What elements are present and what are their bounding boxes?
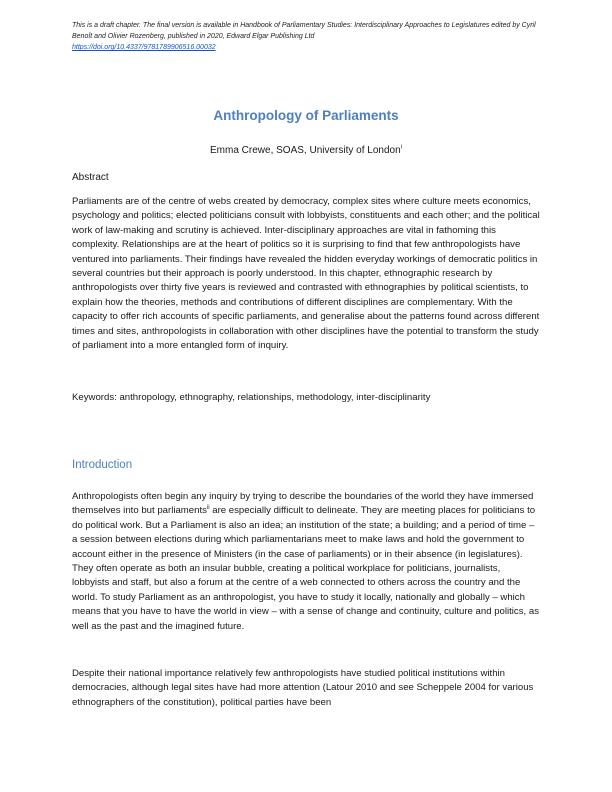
introduction-paragraph-2: Despite their national importance relatively few anthropologists have studied political institutions within democracies, although legal sites have had more attention (Latour 2010 and see Scheppele 2004 for various ethnographers of the constitution), political parties have been	[72, 668, 534, 708]
footnote-mark-ii[interactable]: ii	[206, 505, 210, 512]
intro-para1-end: are especially difficult to delineate. They are meeting places for politicians to do political work. But a Parliament is also an idea; an institution of the state; a building; and a period of time – a session between elections during which parliamentarians meet to make laws and hold the government to account either in the presence of Ministers (in the case of parliaments) or in their absence (in legislatures). They often operate as both an insular bubble, creating a political workplace for politicians, journalists, lobbyists and staff, but also a forum at the centre of a web connected to others across the country and the world. To study Parliament as an anthropologist, you have to study it locally, nationally and globally – which means that you have to have the world in view – with a sense of change and continuity, culture and politics, as well as the past and the imagined future.	[72, 505, 539, 632]
doi-link[interactable]: https://doi.org/10.4337/9781789906516.00032	[72, 44, 216, 51]
abstract-heading: Abstract	[72, 172, 109, 183]
introduction-paragraph-1	[72, 490, 540, 634]
draft-notice	[72, 20, 542, 53]
author-footnote-mark[interactable]: i	[400, 144, 402, 151]
author-line	[0, 145, 612, 156]
draft-notice-text: This is a draft chapter. The final version is available in Handbook of Parliamentary Studies: Interdisciplinary Approaches to Legislatures edited by Cyril Benoît and Olivier Rozenberg, published in 2020, Edward Elgar Publishing Ltd	[72, 22, 536, 40]
intro-para1-start: Anthropologists often begin any inquiry by trying to describe the boundaries of the world they have immersed themselves into but parliaments	[72, 491, 534, 517]
keywords-text: anthropology, ethnography, relationships, methodology, inter-disciplinarity	[119, 392, 431, 403]
keywords	[72, 391, 540, 405]
keywords-label: Keywords:	[72, 392, 117, 403]
introduction-heading: Introduction	[72, 459, 133, 471]
page-title: Anthropology of Parliaments	[213, 108, 399, 123]
author-name: Emma Crewe, SOAS, University of London	[210, 145, 401, 156]
abstract-text: Parliaments are of the centre of webs created by democracy, complex sites where culture meets economics, psychology and politics; elected politicians consult with lobbyists, constituents and each other; and the political work of law-making and scrutiny is achieved. Inter-disciplinary approaches are vital in fathoming this complexity. Relationships are at the heart of politics so it is surprising to find that few anthropologists have ventured into parliaments. Their findings have revealed the hidden everyday workings of democratic politics in several countries but their approach is poorly understood. In this chapter, ethnographic research by anthropologists over thirty five years is reviewed and contrasted with ethnographies by political scientists, to explain how the theories, methods and contributions of different disciplines are complementary. With the capacity to offer rich accounts of specific parliaments, and generalise about the patterns found across different times and sites, anthropologists in collaboration with other disciplines have the potential to transform the study of parliament into a more entangled form of inquiry.	[72, 196, 540, 352]
